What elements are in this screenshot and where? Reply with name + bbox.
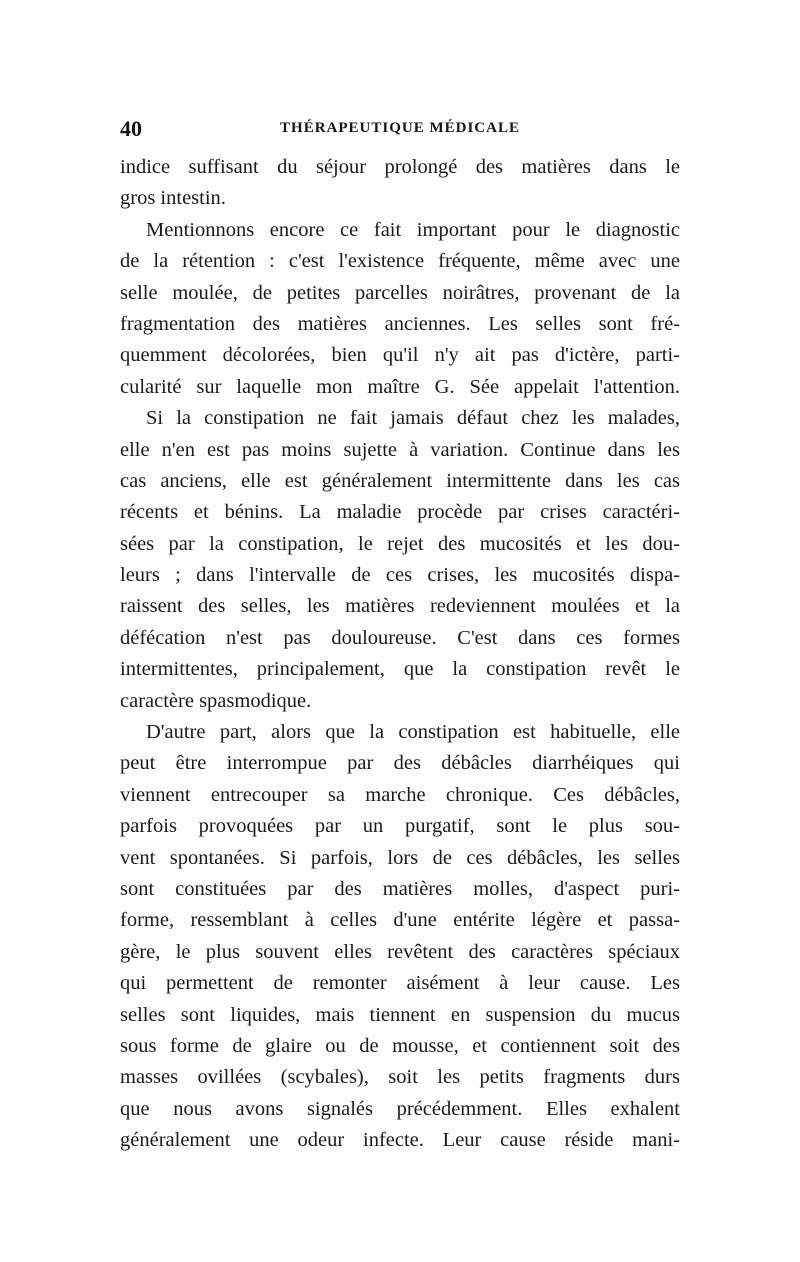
text-line: forme, ressemblant à celles d'une entérite légère et passa-: [120, 909, 680, 932]
text-line: caractère spasmodique.: [120, 689, 312, 712]
text-line: raissent des selles, les matières redeviennent moulées et la: [120, 595, 680, 618]
text-line: cas anciens, elle est généralement intermittente dans les cas: [120, 469, 680, 492]
text-line: elle n'en est pas moins sujette à variation. Continue dans les: [120, 438, 680, 461]
text-line: Mentionnons encore ce fait important pour le diagnostic: [146, 218, 680, 241]
text-line: gère, le plus souvent elles revêtent des caractères spéciaux: [120, 940, 680, 963]
text-line: défécation n'est pas douloureuse. C'est dans ces formes: [120, 626, 680, 649]
text-line: masses ovillées (scybales), soit les petits fragments durs: [120, 1066, 680, 1089]
text-line: généralement une odeur infecte. Leur cause réside mani-: [120, 1129, 680, 1152]
text-line: récents et bénins. La maladie procède par crises caractéri-: [120, 501, 680, 524]
text-line: selle moulée, de petites parcelles noirâtres, provenant de la: [120, 281, 680, 304]
text-line: Si la constipation ne fait jamais défaut chez les malades,: [146, 407, 680, 430]
text-line: qui permettent de remonter aisément à leur cause. Les: [120, 972, 680, 995]
text-line: vent spontanées. Si parfois, lors de ces débâcles, les selles: [120, 846, 680, 869]
text-line: cularité sur laquelle mon maître G. Sée appelait l'attention.: [120, 375, 680, 398]
text-line: indice suffisant du séjour prolongé des matières dans le: [120, 156, 680, 178]
text-line: D'autre part, alors que la constipation est habituelle, elle: [146, 721, 680, 744]
text-line: parfois provoquées par un purgatif, sont le plus sou-: [120, 815, 680, 838]
text-line: quemment décolorées, bien qu'il n'y ait pas d'ictère, parti-: [120, 344, 680, 367]
text-line: sées par la constipation, le rejet des mucosités et les dou-: [120, 532, 680, 555]
running-title: THÉRAPEUTIQUE MÉDICALE: [280, 120, 520, 136]
page-header: [120, 116, 680, 140]
page-number: 40: [120, 116, 142, 141]
text-line: gros intestin.: [120, 187, 226, 210]
text-line: sont constituées par des matières molles, d'aspect puri-: [120, 877, 680, 900]
text-line: selles sont liquides, mais tiennent en suspension du mucus: [120, 1003, 680, 1026]
text-line: leurs ; dans l'intervalle de ces crises, les mucosités dispa-: [120, 564, 680, 587]
text-line: sous forme de glaire ou de mousse, et contiennent soit des: [120, 1034, 680, 1057]
text-line: peut être interrompue par des débâcles diarrhéiques qui: [120, 752, 680, 775]
text-line: intermittentes, principalement, que la constipation revêt le: [120, 658, 680, 681]
text-line: viennent entrecouper sa marche chronique. Ces débâcles,: [120, 783, 680, 806]
text-line: de la rétention : c'est l'existence fréquente, même avec une: [120, 250, 680, 273]
text-line: que nous avons signalés précédemment. Elles exhalent: [120, 1097, 680, 1120]
text-line: fragmentation des matières anciennes. Les selles sont fré-: [120, 312, 680, 335]
body-text: [120, 152, 680, 1157]
